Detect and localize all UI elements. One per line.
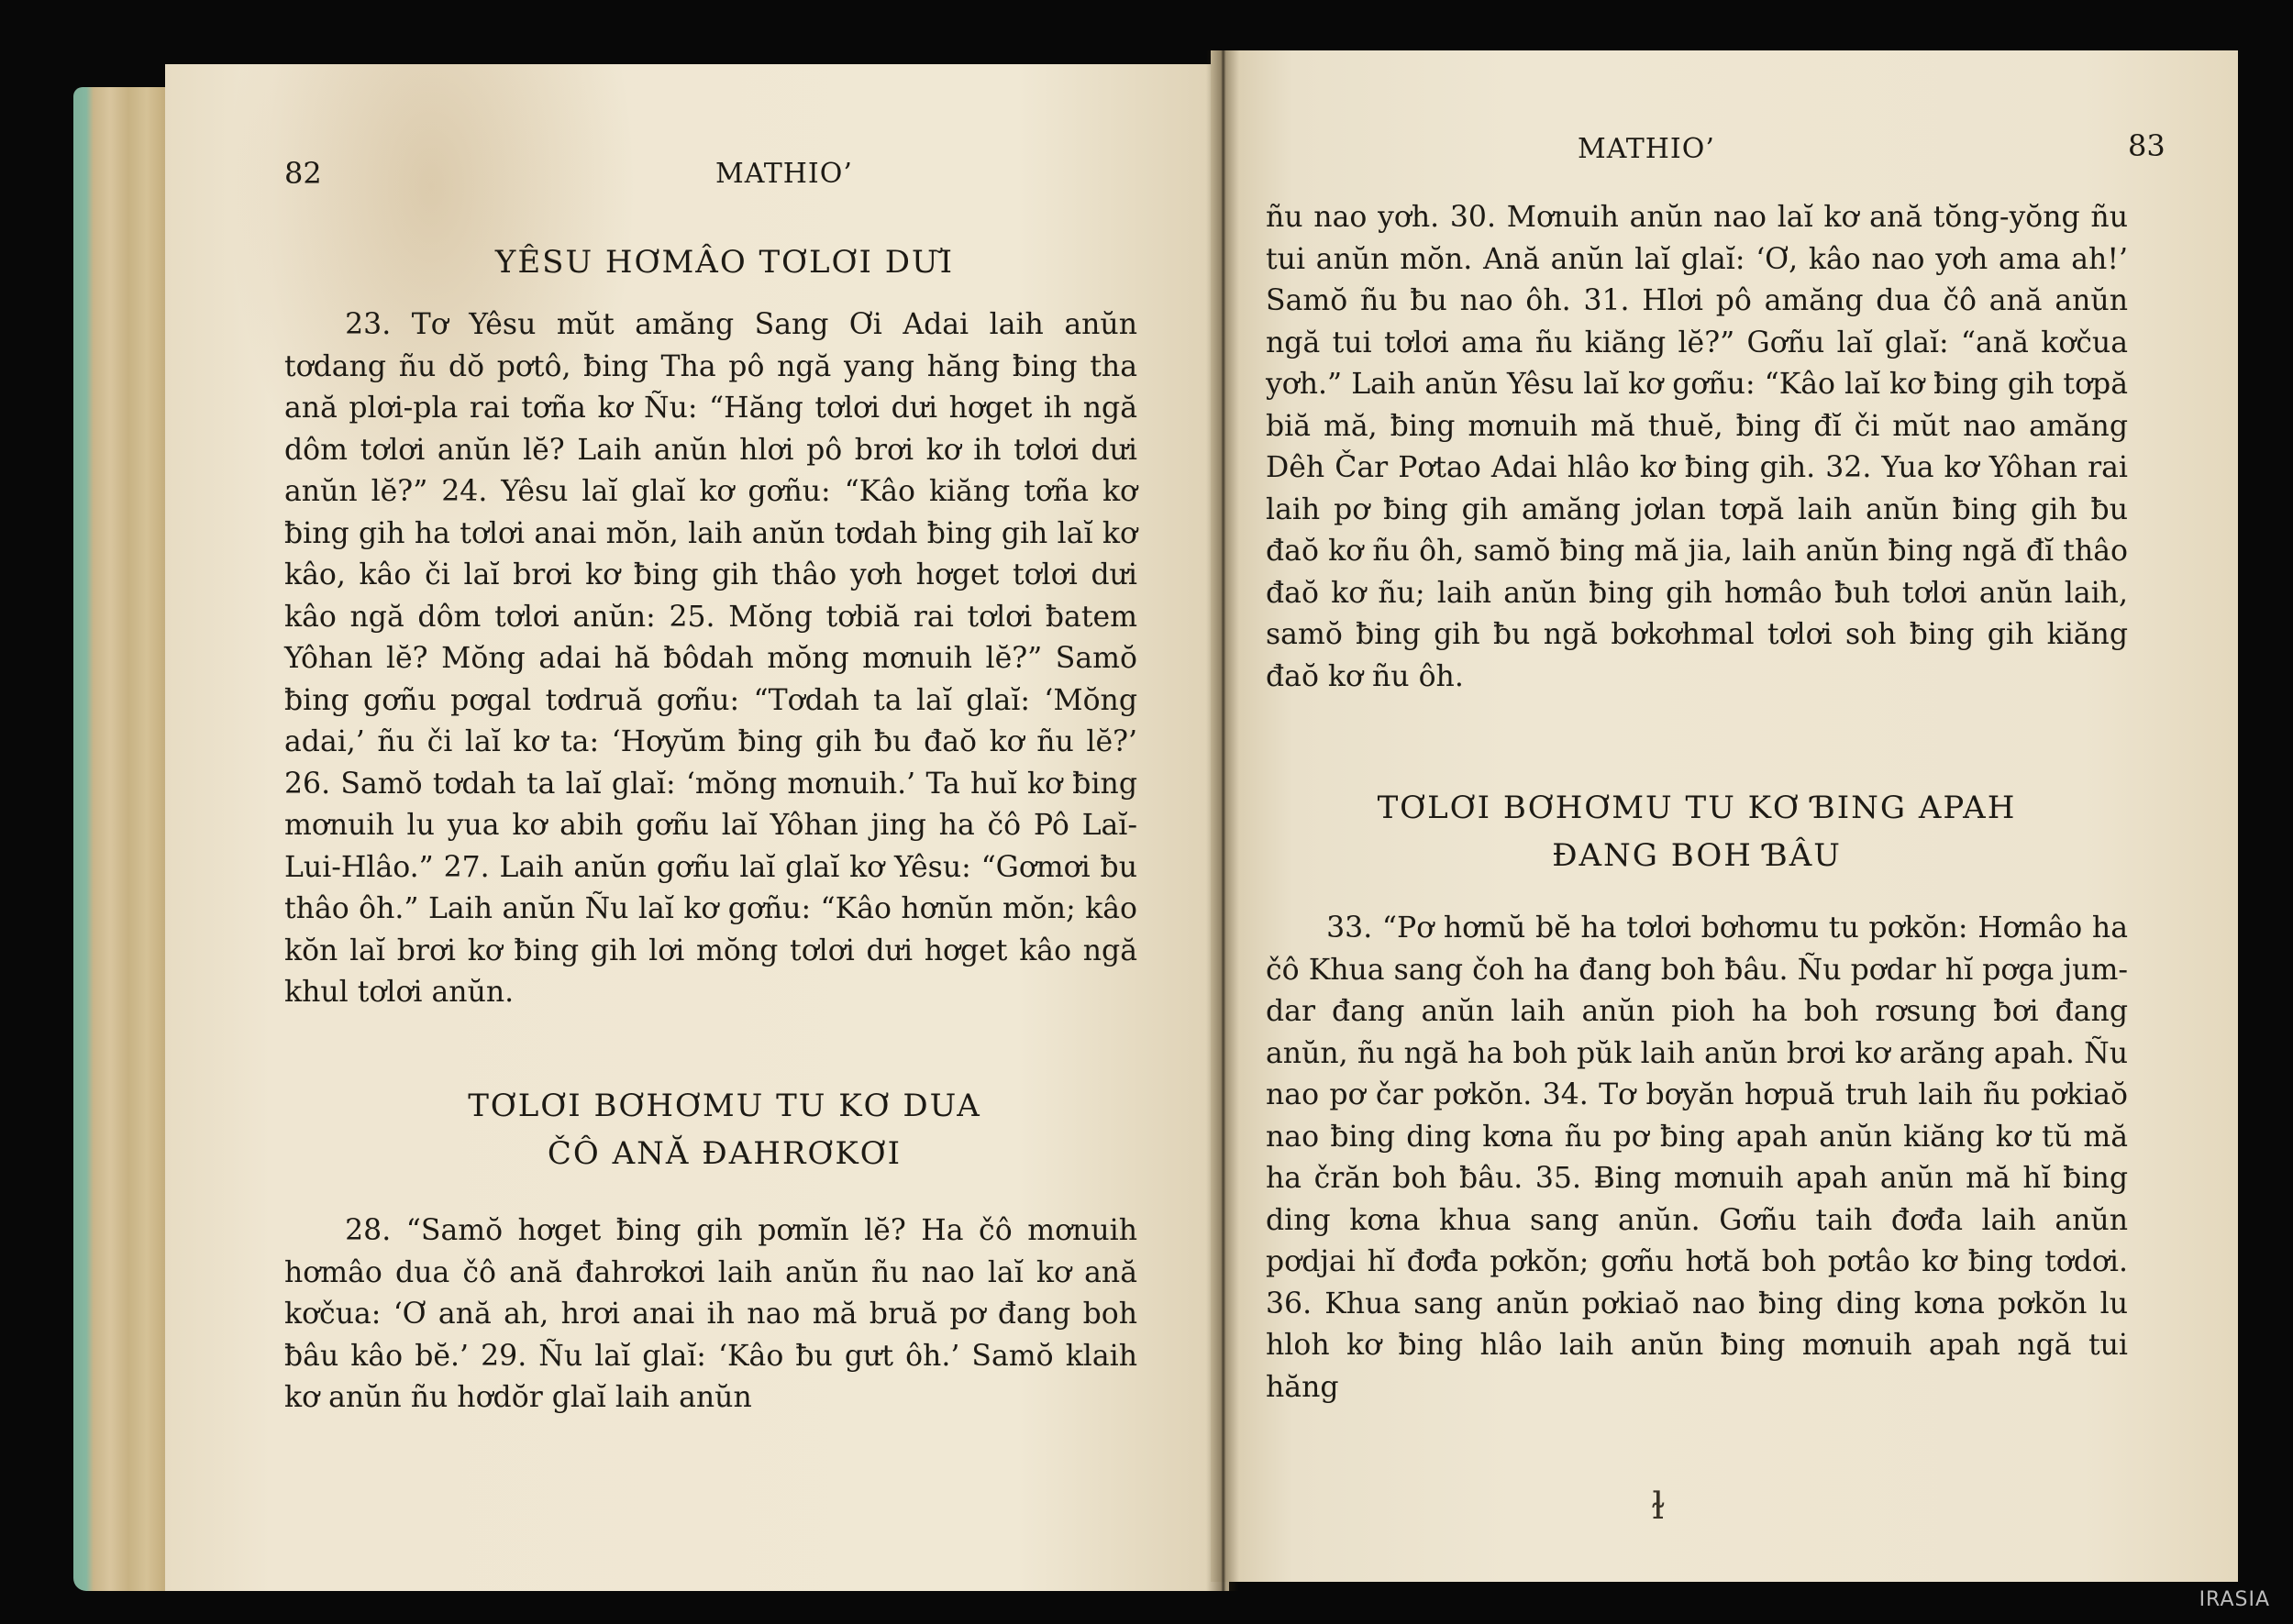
section-heading: YÊSU HƠMÂO TƠLƠI DƯI xyxy=(494,244,955,281)
running-head: MATHIO’ xyxy=(1578,133,1715,165)
paragraph: 28. “Samŏ hơget ƀing gih pơmĭn lĕ? Ha čô mơnuih hơmâo dua čô ană đahrơkơi laih anŭn ñu nao laĭ kơ ană kơčua: ‘Ơ ană ah, hrơi anai ih nao mă bruă pơ đang boh ƀâu kâo bĕ.’ 29. Ñu laĭ glaĭ: ‘Kâo ƀu gưt ôh.’ Samŏ klaih kơ anŭn ñu hơdŏr glaĭ laih anŭn xyxy=(284,1214,1137,1414)
watermark-label: IRASIA xyxy=(2199,1588,2270,1611)
paragraph: 33. “Pơ hơmŭ bĕ ha tơlơi bơhơmu tu pơkŏn: Hơmâo ha čô Khua sang čoh ha đang boh ƀâu. Ñu pơdar hĭ pơga jum-dar đang anŭn laih anŭn pioh ha boh rơsung ƀơi đang anŭn, ñu ngă ha boh pŭk laih anŭn brơi kơ arăng apah. Ñu nao pơ čar pơkŏn. 34. Tơ bơyăn hơpuă truh laih ñu pơkiaŏ nao ƀing ding kơna ñu pơ ƀing apah anŭn kiăng kơ tŭ mă ha črăn boh ƀâu. 35. Ƀing mơnuih apah anŭn mă hĭ ƀing ding kơna khua sang anŭn. Gơñu taih đơđa laih anŭn pơdjai hĭ đơđa pơkŏn; gơñu hơtă boh pơtâo kơ ƀing tơdơi. 36. Khua sang anŭn pơkiaŏ nao ƀing ding kơna pơkŏn lu hloh kơ ƀing hlâo laih anŭn ƀing mơnuih apah ngă tui hăng xyxy=(1266,911,2128,1404)
right-page xyxy=(1211,50,2238,1582)
book-gutter xyxy=(1206,50,1239,1591)
paragraph: ñu nao yơh. 30. Mơnuih anŭn nao laĭ kơ ană tŏng-yŏng ñu tui anŭn mŏn. Ană anŭn laĭ glaĭ: ‘Ơ, kâo nao yơh ama ah!’ Samŏ ñu ƀu nao ôh. 31. Hlơi pô amăng dua čô ană anŭn ngă tui tơlơi ama ñu kiăng lĕ?” Gơñu laĭ glaĭ: “ană kơčua yơh.” Laih anŭn Yêsu laĭ kơ gơñu: “Kâo laĭ kơ ƀing gih tơpă biă mă, ƀing mơnuih mă thuĕ, ƀing đĭ či mŭt nao amăng Dêh Čar Pơtao Adai hlâo kơ ƀing gih. 32. Yua kơ Yôhan rai laih pơ ƀing gih amăng jơlan tơpă laih anŭn ƀing gih ƀu đaŏ kơ ñu ôh, samŏ ƀing mă jia, laih anŭn ƀing ngă đĭ thâo đaŏ kơ ñu; laih anŭn ƀing gih hơmâo ƀuh tơlơi anŭn laih, samŏ ƀing gih ƀu ngă bơkơhmal tơlơi soh ƀing gih kiăng đaŏ kơ ñu ôh. xyxy=(1266,201,2128,693)
body-text-block xyxy=(1266,908,2128,1458)
page-number: 82 xyxy=(284,156,322,191)
section-heading-line: ĐANG BOH ƁÂU xyxy=(1552,837,1842,874)
section-heading xyxy=(1266,784,2128,879)
body-text-block xyxy=(1266,197,2128,766)
section-heading xyxy=(312,1082,1137,1177)
paragraph: 23. Tơ Yêsu mŭt amăng Sang Ơi Adai laih anŭn tơdang ñu dŏ pơtô, ƀing Tha pô ngă yang hăng ƀing tha ană plơi-pla rai tơña kơ Ñu: “Hăng tơlơi dưi hơget ih ngă dôm tơlơi anŭn lĕ? Laih anŭn hlơi pô brơi kơ ih tơlơi dưi anŭn lĕ?” 24. Yêsu laĭ glaĭ kơ gơñu: “Kâo kiăng tơña kơ ƀing gih ha tơlơi anai mŏn, laih anŭn tơdah ƀing gih laĭ kơ kâo, kâo či laĭ brơi kơ ƀing gih thâo yơh hơget tơlơi dưi kâo ngă dôm tơlơi anŭn: 25. Mŏng tơbiă rai tơlơi ƀatem Yôhan lĕ? Mŏng adai hă ƀôdah mŏng mơnuih lĕ?” Samŏ ƀing gơñu pơgal tơdruă gơñu: “Tơdah ta laĭ glaĭ: ‘Mŏng adai,’ ñu či laĭ kơ ta: ‘Hơyŭm ƀing gih ƀu đaŏ kơ ñu lĕ?’ 26. Samŏ tơdah ta laĭ glaĭ: ‘mŏng mơnuih.’ Ta huĭ kơ ƀing mơnuih lu yua kơ abih gơñu laĭ Yôhan jing ha čô Pô Laĭ-Lui-Hlâo.” 27. Laih anŭn gơñu laĭ glaĭ kơ Yêsu: “Gơmơi ƀu thâo ôh.” Laih anŭn Ñu laĭ kơ gơñu: “Kâo hơnŭn mŏn; kâo kŏn laĭ brơi kơ ƀing gih lơi mŏng tơlơi dưi hơget kâo ngă khul tơlơi anŭn. xyxy=(284,308,1137,1009)
running-head: MATHIO’ xyxy=(715,158,853,190)
section-heading-line: TƠLƠI BƠHƠMU TU KƠ ƁING APAH xyxy=(1377,790,2017,826)
left-page xyxy=(165,64,1229,1591)
body-text-block xyxy=(284,1210,1137,1476)
open-book xyxy=(73,50,2220,1596)
margin-mark: ɫ xyxy=(1651,1486,1666,1528)
body-text-block xyxy=(284,304,1137,1020)
section-heading-line: ČÔ ANĂ ĐAHRƠKƠI xyxy=(547,1135,903,1172)
page-number: 83 xyxy=(2128,128,2166,163)
section-heading-line: TƠLƠI BƠHƠMU TU KƠ DUA xyxy=(468,1088,981,1124)
